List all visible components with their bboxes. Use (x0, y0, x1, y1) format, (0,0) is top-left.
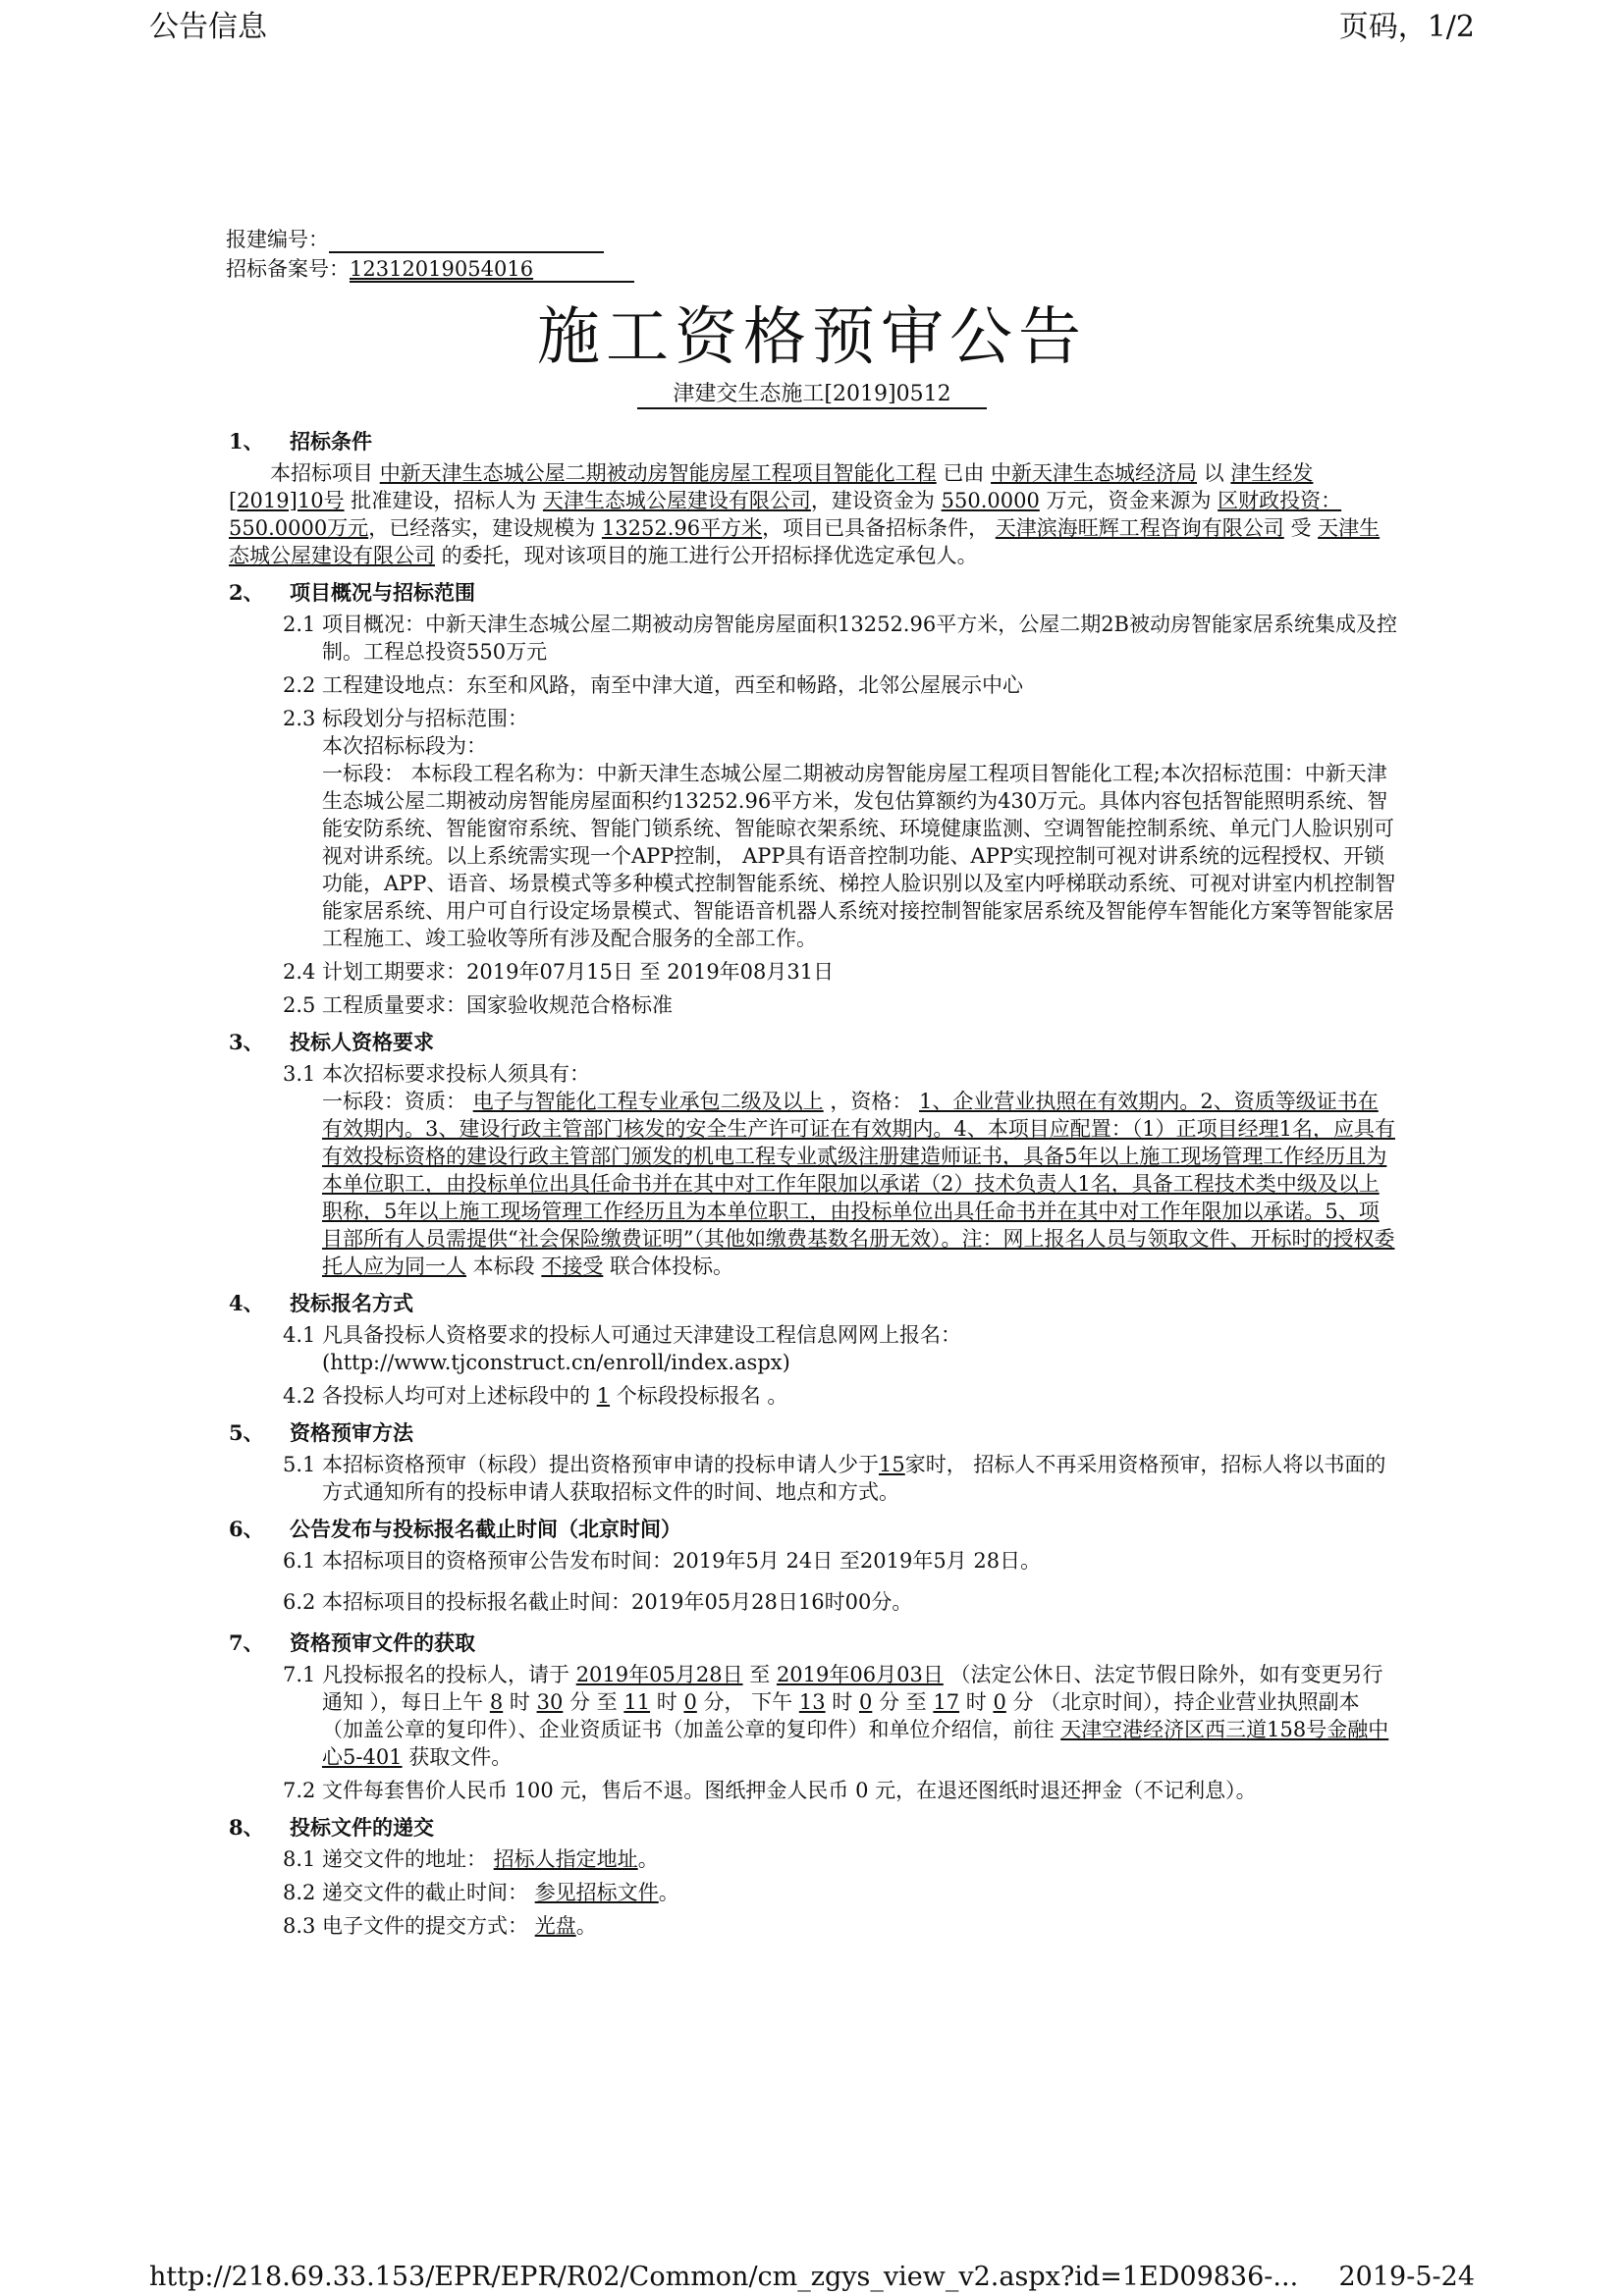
report-number-blank (329, 228, 604, 253)
section-1-text: 本招标项目 中新天津生态城公屋二期被动房智能房屋工程项目智能化工程 已由 中新天津生态城经济局 以 津生经发[2019]10号 批准建设，招标人为 天津生态城公屋建设有限公司，建设资金为 550.0000 万元，资金来源为 区财政投资：550.0000万元，已经落实，建设规模为 13252.96平方米，项目已具备招标条件， 天津滨海旺辉工程咨询有限公司 受 天津生态城公屋建设有限公司 的委托，现对该项目的施工进行公开招标择优选定承包人。 (229, 461, 1380, 567)
item-4-2: 4.2 各投标人均可对上述标段中的 1 个标段投标报名 。 (283, 1384, 788, 1408)
item-7-1: 7.1 凡投标报名的投标人，请于 2019年05月28日 至 2019年06月03日 （法定公休日、法定节假日除外，如有变更另行通知 ），每日上午 8 时 30 分 至 11 时 0 分， 下午 13 时 0 分 至 17 时 0 分 （北京时间），持企业营业执照副本（加盖公章的复印件）、企业资质证书（加盖公章的复印件）和单位介绍信，前往 天津空港经济区西三道158号金融中心5-401 获取文件。 (283, 1663, 1389, 1769)
record-number-row (226, 253, 634, 283)
item-2-1: 2.1 项目概况：中新天津生态城公屋二期被动房智能房屋面积13252.96平方米，公屋二期2B被动房智能家居系统集成及控制。工程总投资550万元 (283, 613, 1397, 664)
report-number-label: 报建编号： (226, 228, 329, 251)
item-8-3: 8.3 电子文件的提交方式： 光盘。 (283, 1914, 597, 1938)
record-number-value: 12312019054016 (350, 257, 634, 283)
section-3-heading: 3、 投标人资格要求 (229, 1030, 434, 1054)
report-number-row (226, 224, 604, 253)
footer-date: 2019-5-24 (1338, 2262, 1475, 2292)
item-2-2: 2.2 工程建设地点：东至和风路，南至中津大道，西至和畅路，北邻公屋展示中心 (283, 673, 1023, 697)
section-7-heading: 7、 资格预审文件的获取 (229, 1630, 475, 1655)
item-2-4: 2.4 计划工期要求：2019年07月15日 至 2019年08月31日 (283, 960, 835, 984)
item-5-1: 5.1 本招标资格预审（标段）提出资格预审申请的投标申请人少于15家时， 招标人不再采用资格预审，招标人将以书面的方式通知所有的投标申请人获取招标文件的时间、地点和方式。 (283, 1453, 1386, 1504)
footer-url: http://218.69.33.153/EPR/EPR/R02/Common/cm_zgys_view_v2.aspx?id=1ED09836-... (149, 2262, 1299, 2292)
section-1-heading: 1、 招标条件 (229, 429, 372, 454)
item-6-2: 6.2 本招标项目的投标报名截止时间：2019年05月28日16时00分。 (283, 1590, 913, 1614)
item-6-1: 6.1 本招标项目的资格预审公告发布时间：2019年5月 24日 至2019年5月 28日。 (283, 1549, 1042, 1573)
item-3-1: 3.1 本次招标要求投标人须具有： 一标段：资质： 电子与智能化工程专业承包二级及以上 ，资格： 1、企业营业执照在有效期内。2、资质等级证书在有效期内。3、建设行政主管部门核发的安全生产许可证在有效期内。4、本项目应配置：（1）正项目经理1名，应具有有效投标资格的建设行政主管部门颁发的机电工程专业贰级注册建造师证书，具备5年以上施工现场管理工作经历且为本单位职工，由投标单位出具任命书并在其中对工作年限加以承诺（2）技术负责人1名，具备工程技术类中级及以上职称，5年以上施工现场管理工作经历且为本单位职工，由投标单位出具任命书并在其中对工作年限加以承诺。5、项目部所有人员需提供“社会保险缴费证明”（其他如缴费基数名册无效）。注：网上报名人员与领取文件、开标时的授权委托人应为同一人 本标段 不接受 联合体投标。 (283, 1062, 1395, 1278)
section-2-heading: 2、 项目概况与招标范围 (229, 580, 475, 605)
item-8-1: 8.1 递交文件的地址： 招标人指定地址。 (283, 1847, 659, 1871)
section-5-heading: 5、 资格预审方法 (229, 1420, 413, 1445)
section-4-heading: 4、 投标报名方式 (229, 1291, 413, 1315)
notice-body (229, 418, 1397, 1946)
item-4-1: 4.1 凡具备投标人资格要求的投标人可通过天津建设工程信息网网上报名： (http://www.tjconstruct.cn/enroll/index.aspx) (229, 1321, 1397, 1376)
page-number: 页码，1/2 (1338, 10, 1475, 44)
record-number-label: 招标备案号： (226, 257, 350, 281)
header-left-title: 公告信息 (149, 10, 267, 44)
item-2-3: 2.3 标段划分与招标范围： 本次招标标段为： 一标段： 本标段工程名称为：中新天津生态城公屋二期被动房智能房屋工程项目智能化工程;本次招标范围：中新天津生态城公屋二期被动房智能房屋面积约13252.96平方米，发包估算额约为430万元。具体内容包括智能照明系统、智能安防系统、智能窗帘系统、智能门锁系统、智能晾衣架系统、环境健康监测、空调智能控制系统、单元门人脸识别可视对讲系统。以上系统需实现一个APP控制， APP具有语音控制功能、APP实现控制可视对讲系统的远程授权、开锁功能，APP、语音、场景模式等多种模式控制智能系统、梯控人脸识别以及室内呼梯联动系统、可视对讲室内机控制智能家居系统、用户可自行设定场景模式、智能语音机器人系统对接控制智能家居系统及智能停车智能化方案等智能家居工程施工、竣工验收等所有涉及配合服务的全部工作。 (283, 707, 1396, 950)
section-8-heading: 8、 投标文件的递交 (229, 1815, 434, 1840)
page-title: 施工资格预审公告 (537, 301, 1087, 374)
item-2-5: 2.5 工程质量要求：国家验收规范合格标准 (283, 993, 673, 1017)
item-8-2: 8.2 递交文件的截止时间： 参见招标文件。 (283, 1881, 679, 1904)
section-6-heading: 6、 公告发布与投标报名截止时间（北京时间） (229, 1517, 681, 1541)
enroll-url: (http://www.tjconstruct.cn/enroll/index.aspx) (322, 1351, 790, 1374)
document-number: 津建交生态施工[2019]0512 (0, 377, 1624, 409)
item-7-2: 7.2 文件每套售价人民币 100 元，售后不退。图纸押金人民币 0 元，在退还图纸时退还押金（不记利息）。 (283, 1779, 1257, 1802)
